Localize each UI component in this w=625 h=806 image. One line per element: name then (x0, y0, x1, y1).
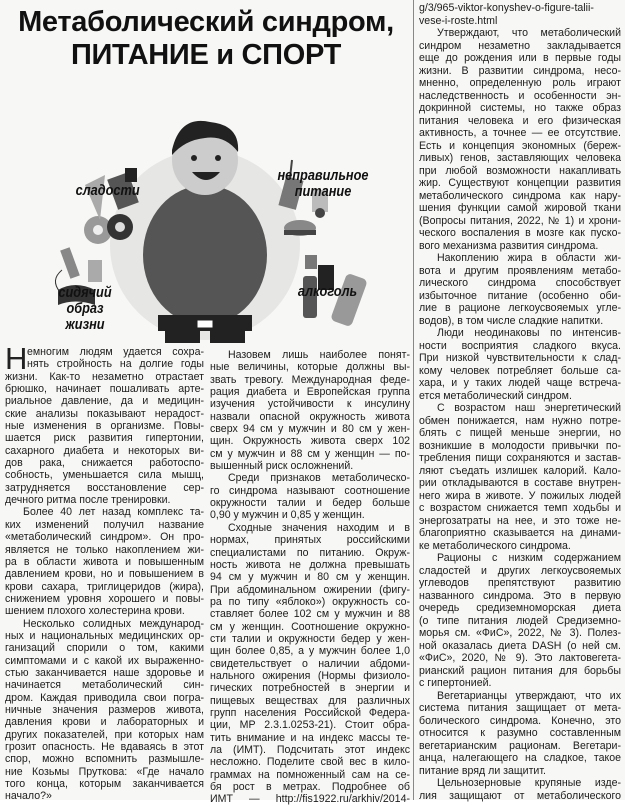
text-line: Вегетарианцы утверждают, что их (437, 689, 621, 702)
drop-cap: Н (5, 341, 28, 376)
text-line: кому человек потребляет больше са- (419, 364, 621, 377)
text-line: ных и национальных медицинских ор- (5, 629, 204, 642)
text-line: ничные значения размеров живота, (5, 703, 204, 716)
text-line: мненно, определенную роль играют (419, 77, 621, 89)
text-line: при любой возможности накапливать (419, 164, 621, 177)
text-line: водов), в том числе сладкие напитки. (419, 314, 604, 327)
paragraph (5, 618, 204, 803)
text-line: пищевых веществах для различных (210, 694, 410, 707)
text-line: несложно. Поделите свой вес в кило- (210, 756, 410, 769)
text-line: снижением уровня хорошего и повы- (5, 592, 204, 605)
text-line: ческого воспаления в мозге как пуско- (419, 227, 621, 239)
text-line: Более 40 лет назад комплекс та- (23, 506, 204, 519)
text-line: морья см. «ФиС», 2022, № 3). Полез- (419, 627, 621, 639)
text-line: тить внимание и на индекс массы те- (210, 731, 410, 744)
paragraph (419, 777, 621, 802)
article-column-2 (210, 349, 410, 806)
text-line: с возрастом снижается темп ходьбы и (419, 502, 621, 514)
text-line: Есть и концепция экономных (береж- (419, 139, 621, 152)
text-line: ИМТ — http://fis1922.ru/arkhiv/2014- (210, 793, 410, 806)
label-sedentary-line2: образ жизни (65, 300, 105, 333)
text-line: вышенный риск осложнений. (210, 460, 354, 473)
text-line: других показателей, при которых нам (5, 728, 204, 741)
text-line: требления пищи сохраняются и застав- (419, 452, 621, 464)
text-line: углеводов препятствуют развитию (419, 577, 621, 589)
text-line: него жира в животе. У пожилых людей (419, 489, 621, 502)
text-line: сладостей и других легкоусвояемых (419, 564, 621, 577)
text-line: Люди неодинаковы по интенсив- (437, 327, 621, 339)
text-line: начинается метаболический син- (5, 679, 204, 692)
label-alcohol: алкоголь (297, 283, 358, 300)
text-line: избыточное питание (особенно оби- (419, 289, 621, 302)
text-line: Утверждают, что метаболический (437, 27, 621, 39)
text-line: щин. Окружность живота сверх 102 (210, 435, 410, 448)
illustration (0, 80, 412, 345)
text-line: сти талии и окружности бедер у жен- (210, 632, 410, 645)
text-line: энергозатраты на нее, и это тоже не- (419, 514, 621, 527)
paragraph (5, 341, 204, 507)
article-column-1 (5, 341, 204, 803)
paragraph (419, 552, 621, 690)
text-line: шения функции самой жировой ткани (419, 202, 621, 214)
text-line: vese-i-roste.html (419, 14, 498, 27)
text-line: g/3/965-viktor-konyshev-o-figure-talii- (419, 2, 594, 14)
text-line: рация диабета и Европейская группа (210, 386, 410, 399)
text-line: шением плохого холестерина крови. (5, 605, 185, 618)
text-line: ние Козьмы Пруткова: «Где начало (5, 765, 204, 778)
label-bad-food-line2: питание (294, 183, 352, 200)
text-line: докринной системы, но также образ (419, 102, 621, 114)
text-line: еще до рождения или в первые годы (419, 52, 621, 64)
article-column-3 (419, 2, 621, 802)
text-line: ные изменения в организме. Повы- (5, 420, 204, 433)
text-line: специалистами по питанию. Окруж- (210, 546, 410, 559)
text-line: сверх 94 см у мужчин и 80 см у жен- (210, 423, 410, 436)
text-line: ла (ИМТ). Подсчитать этот индекс (210, 744, 410, 756)
text-line: собность, уменьшается сила мышц, (5, 469, 204, 482)
text-line: названного синдрома. Это в первую (419, 589, 621, 602)
text-line: см у мужчин и 88 см у женщин — по- (210, 447, 410, 460)
text-line: сахарного диабета и некоторых ви- (5, 444, 204, 457)
text-line: ется метаболический синдром. (419, 389, 572, 402)
text-line: ность живота не должна превышать (210, 558, 410, 571)
text-line: вегетарианским рационам. Вегетари- (419, 739, 621, 752)
text-line: см у женщин. Соотношение окружно- (210, 620, 410, 633)
text-line: жир. Существуют концепции развития (419, 177, 621, 189)
text-line: симптомами и с какой их выраженно- (5, 654, 204, 667)
label-bad-food-line1: неправильное (277, 167, 369, 184)
text-line: вого механизма развития синдрома. (419, 239, 599, 252)
text-line: емногим людям удается сохра- (27, 346, 204, 358)
text-line: анца, налегающего на сладкое, такое (419, 752, 621, 764)
text-line: При абдоминальном ожирении (фигу- (210, 583, 410, 596)
title-line-1: Метаболический синдром, (18, 6, 394, 38)
text-line: брюшко, начинает пошаливать арте- (5, 383, 204, 396)
text-line: 0,90 у мужчин и 0,85 у женщин. (210, 509, 365, 522)
text-line: ности восприятия сладкого вкуса. (419, 339, 621, 352)
paragraph (419, 252, 621, 327)
text-line: Цельнозерновые крупяные изде- (437, 777, 621, 789)
text-line: хара, и у таких людей чаще встреча- (419, 377, 621, 389)
text-line: нального ожирения (Нормы физиоло- (210, 669, 410, 682)
text-line: давлением крови, но и повышением в (5, 568, 204, 581)
text-line: Сходные значения находим и в (228, 521, 410, 534)
text-line: того конца, которым заканчивается (5, 778, 204, 791)
text-line: нормах, принятых российскими (210, 534, 410, 547)
paragraph (419, 402, 621, 552)
paragraph (419, 2, 621, 27)
text-line: ке метаболического синдрома. (419, 539, 571, 552)
text-line: благоприятно сказывается на динами- (419, 527, 621, 539)
text-line: затрудняется восстановление сер- (5, 481, 204, 494)
text-line: питания человека и его физическая (419, 114, 621, 127)
text-line: щин более 0,85, а у мужчин более 1,0 (210, 645, 410, 658)
text-line: Назовем лишь наиболее понят- (228, 349, 410, 361)
text-line: блять с пищей меньше энергии, но (419, 427, 621, 439)
label-sedentary-line1: сидячий (58, 284, 112, 301)
text-line: нять стройность на долгие годы (27, 358, 204, 371)
text-line: метаболического синдрома как нару- (419, 189, 621, 202)
column-divider (413, 0, 414, 800)
label-bad-food (276, 168, 370, 200)
text-line: групп населения Российской Федера- (210, 706, 410, 719)
text-line: ливых) генов, заставляющих человека (419, 152, 621, 164)
text-line: является не только накоплением жи- (5, 543, 204, 556)
text-line: свидетельствует о наличии абдоми- (210, 657, 410, 670)
text-line: лия защищают от метаболического (419, 789, 621, 802)
text-line: бя рост в метрах. Подробнее об (210, 781, 410, 794)
text-line: лического синдрома способствует (419, 277, 621, 289)
paragraph (419, 690, 621, 778)
article-title (0, 6, 412, 72)
text-line: гических потребностей в энергии и (210, 682, 410, 695)
text-line: дов рака, снижается работоспо- (5, 457, 204, 470)
text-line: ляют съедать излишек калорий. Кало- (419, 464, 621, 477)
text-line: активность, а точнее — ее отсутствие. (419, 127, 621, 139)
text-line: «ФиС», 2020, № 9). Это лактовегета- (419, 652, 621, 664)
text-line: рии откладываются в составе внутрен- (419, 477, 621, 489)
text-line: 94 см у мужчин и 80 см у женщин. (210, 571, 410, 584)
text-line: граммах на помноженный сам на се- (210, 768, 410, 781)
text-line: С возрастом наш энергетический (437, 402, 621, 414)
text-line: давления крови и лабораторных и (5, 716, 204, 729)
paragraph (210, 472, 410, 521)
text-line: грозит опасность. Не вдаваясь в этот (5, 741, 204, 753)
text-line: болического синдрома. Конечно, это (419, 714, 621, 727)
text-line: рианский рацион питания для борьбы (419, 664, 621, 677)
label-sweets: сладости (75, 182, 140, 199)
text-line: Накоплению жира в области жи- (437, 252, 621, 264)
text-line: наследственность и особенности эн- (419, 89, 621, 102)
paragraph (210, 349, 410, 472)
text-line: обмен понижается, нам нужно потре- (419, 414, 621, 427)
text-line: окружности талии и бедер больше (210, 497, 410, 510)
text-line: ские анализы показывают нерадост- (5, 407, 204, 420)
text-line: Среди признаков метаболическо- (228, 472, 410, 485)
text-line: Рационы с низким содержанием (437, 552, 621, 564)
paragraph (419, 27, 621, 252)
text-line: жизни. В развитии синдрома, несо- (419, 64, 621, 77)
text-line: ставляет более 102 см у мужчин и 88 (210, 608, 410, 621)
text-line: (о типе питания людей Средиземно- (419, 614, 621, 627)
label-sedentary (47, 285, 124, 333)
text-line: очередь средиземноморская диета (419, 602, 621, 614)
text-line: питание вряд ли защитит. (419, 764, 546, 777)
paragraph (210, 522, 410, 806)
text-line: с гипертонией. (419, 677, 492, 689)
text-line: изучения устойчивости к инсулину (210, 398, 410, 411)
text-line: «метаболический синдром». Он про- (5, 531, 204, 544)
text-line: ганизаций спорили о том, какими (5, 642, 204, 655)
text-line: При низкой чувствительности к слад- (419, 352, 621, 364)
text-line: ной оказалась диета DASH (о ней см. (419, 639, 621, 652)
text-line: крови сахара, триглицеридов (жира), (5, 580, 204, 593)
text-line: возникшие в молодости привычки по- (419, 439, 621, 452)
text-line: относится к разумно составленным (419, 727, 621, 739)
text-line: ра в области живота и повышенным (5, 555, 204, 568)
title-line-2: ПИТАНИЕ и СПОРТ (70, 39, 342, 71)
text-line: жизни. Как-то незаметно отрастает (5, 370, 204, 383)
text-line: назвали опасной окружность живота (210, 410, 410, 423)
text-line: спор, можно вспомнить размышле- (5, 753, 204, 766)
text-line: ких изменений получил название (5, 518, 204, 531)
text-line: (Вопросы питания, 2022, № 1) и хрони- (419, 214, 621, 227)
text-line: дром. Каждая приводила свои погра- (5, 691, 204, 704)
text-line: вота и другим проявлениям метабо- (419, 264, 621, 277)
text-line: ра по типу «яблоко») окружность со- (210, 595, 410, 608)
paragraph (5, 506, 204, 617)
text-line: ции, МР 2.3.1.0253-21). Стоит обра- (210, 719, 410, 732)
text-line: Несколько солидных международ- (23, 617, 204, 630)
text-line: шается риск развития гипертонии, (5, 432, 204, 445)
text-line: лие в рационе легкоусвояемых угле- (419, 302, 621, 314)
text-line: стью заканчивается наше здоровье и (5, 666, 204, 679)
text-line: го синдрома называют соотношение (210, 484, 410, 497)
paragraph (419, 327, 621, 402)
text-line: звать тревогу. Международная феде- (210, 373, 410, 386)
text-line: дечного ритма после тренировки. (5, 494, 171, 507)
text-line: риальное давление, да и медицин- (5, 395, 204, 408)
text-line: синдром незаметно закладывается (419, 39, 621, 52)
text-line: система питания защищает от мета- (419, 702, 621, 714)
text-line: ные величины, которые должны вы- (210, 361, 410, 374)
text-line: начало?» (5, 790, 52, 803)
